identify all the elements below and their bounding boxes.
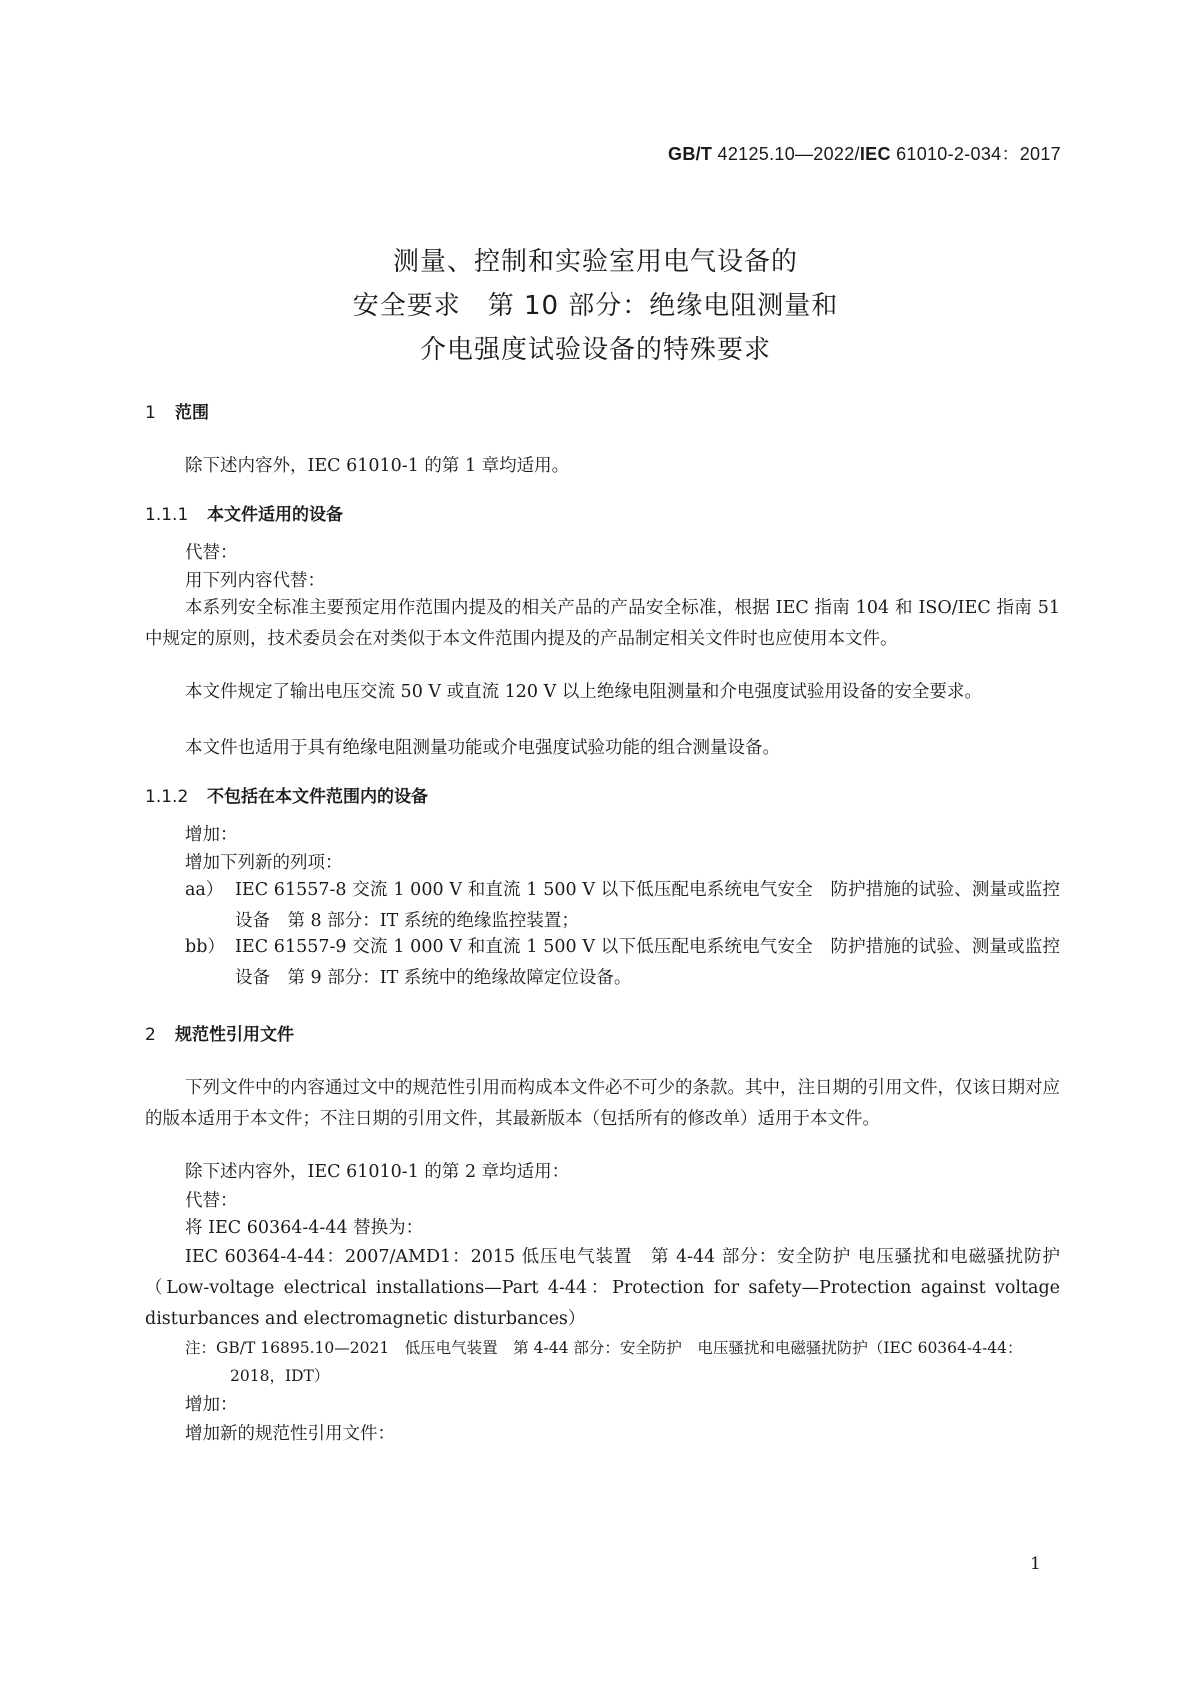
s112-paragraph-1: 增加：	[185, 825, 238, 845]
s2-paragraph-5: IEC 60364-4-44：2007/AMD1：2015 低压电气装置 第 4-44 部分：安全防护 电压骚扰和电磁骚扰防护（Low-voltage electrical installations—Part 4-44：Protection for safety—Protection against voltage disturbances and electromagnetic disturbances）	[145, 1247, 1060, 1329]
note-line-2: 2018，IDT）	[230, 1367, 330, 1385]
section-1-paragraph: 除下述内容外，IEC 61010-1 的第 1 章均适用。	[185, 456, 570, 476]
title-line-2: 安全要求 第 10 部分：绝缘电阻测量和	[352, 291, 839, 321]
section-1-title: 范围	[175, 403, 209, 423]
s111-paragraph-1: 代替：	[185, 543, 238, 563]
standard-number: 42125.10—2022/	[712, 144, 860, 164]
note-label: 注：	[185, 1339, 217, 1357]
s111-paragraph-5: 本文件也适用于具有绝缘电阻测量功能或介电强度试验功能的组合测量设备。	[185, 738, 780, 758]
list-item-aa-label: aa）	[185, 880, 224, 900]
s112-paragraph-2: 增加下列新的列项：	[185, 853, 343, 873]
list-item-aa	[185, 875, 1060, 937]
s111-paragraph-4: 本文件规定了输出电压交流 50 V 或直流 120 V 以上绝缘电阻测量和介电强度试验用设备的安全要求。	[185, 682, 982, 702]
section-1-1-1-title: 本文件适用的设备	[207, 505, 343, 525]
title-line-3: 介电强度试验设备的特殊要求	[419, 335, 771, 365]
standard-code-header	[668, 140, 1061, 166]
title-line-1: 测量、控制和实验室用电气设备的	[392, 247, 798, 277]
s111-paragraph-2: 用下列内容代替：	[185, 571, 325, 591]
list-item-bb-text: IEC 61557-9 交流 1 000 V 和直流 1 500 V 以下低压配电系统电气安全 防护措施的试验、测量或监控设备 第 9 部分：IT 系统中的绝缘故障定位设备。	[235, 937, 1060, 988]
document-title	[0, 240, 1191, 372]
s2-paragraph-6: 增加：	[185, 1395, 238, 1415]
section-2-number: 2	[145, 1025, 156, 1045]
section-1-1-1-number: 1.1.1	[145, 505, 189, 525]
note	[185, 1334, 1060, 1390]
page-number: 1	[1030, 1554, 1041, 1574]
section-1-1-2-number: 1.1.2	[145, 787, 189, 807]
section-2-heading	[145, 1020, 294, 1045]
iec-prefix: IEC	[859, 144, 891, 164]
s2-paragraph-2: 除下述内容外，IEC 61010-1 的第 2 章均适用：	[185, 1162, 570, 1182]
section-1-1-2-heading	[145, 782, 428, 807]
section-1-1-1-heading	[145, 500, 343, 525]
section-1-number: 1	[145, 403, 156, 423]
s111-paragraph-3: 本系列安全标准主要预定用作范围内提及的相关产品的产品安全标准，根据 IEC 指南 104 和 ISO/IEC 指南 51 中规定的原则，技术委员会在对类似于本文件范围内提及的产品制定相关文件时也应使用本文件。	[145, 598, 1060, 649]
note-line-1: GB/T 16895.10—2021 低压电气装置 第 4-44 部分：安全防护 电压骚扰和电磁骚扰防护（IEC 60364-4-44：	[216, 1339, 1023, 1357]
s2-paragraph-3: 代替：	[185, 1191, 238, 1211]
s2-paragraph-7: 增加新的规范性引用文件：	[185, 1424, 395, 1444]
section-1-heading	[145, 398, 209, 423]
s2-paragraph-4: 将 IEC 60364-4-44 替换为：	[185, 1218, 424, 1238]
section-1-1-2-title: 不包括在本文件范围内的设备	[207, 787, 428, 807]
list-item-bb-label: bb）	[185, 937, 225, 957]
section-2-title: 规范性引用文件	[175, 1025, 294, 1045]
s2-paragraph-1: 下列文件中的内容通过文中的规范性引用而构成本文件必不可少的条款。其中，注日期的引用文件，仅该日期对应的版本适用于本文件；不注日期的引用文件，其最新版本（包括所有的修改单）适用于本文件。	[145, 1078, 1060, 1129]
iec-number: 61010-2-034：2017	[890, 144, 1061, 164]
list-item-bb	[185, 932, 1060, 994]
list-item-aa-text: IEC 61557-8 交流 1 000 V 和直流 1 500 V 以下低压配电系统电气安全 防护措施的试验、测量或监控设备 第 8 部分：IT 系统的绝缘监控装置；	[235, 880, 1060, 931]
standard-prefix: GB/T	[668, 144, 713, 164]
